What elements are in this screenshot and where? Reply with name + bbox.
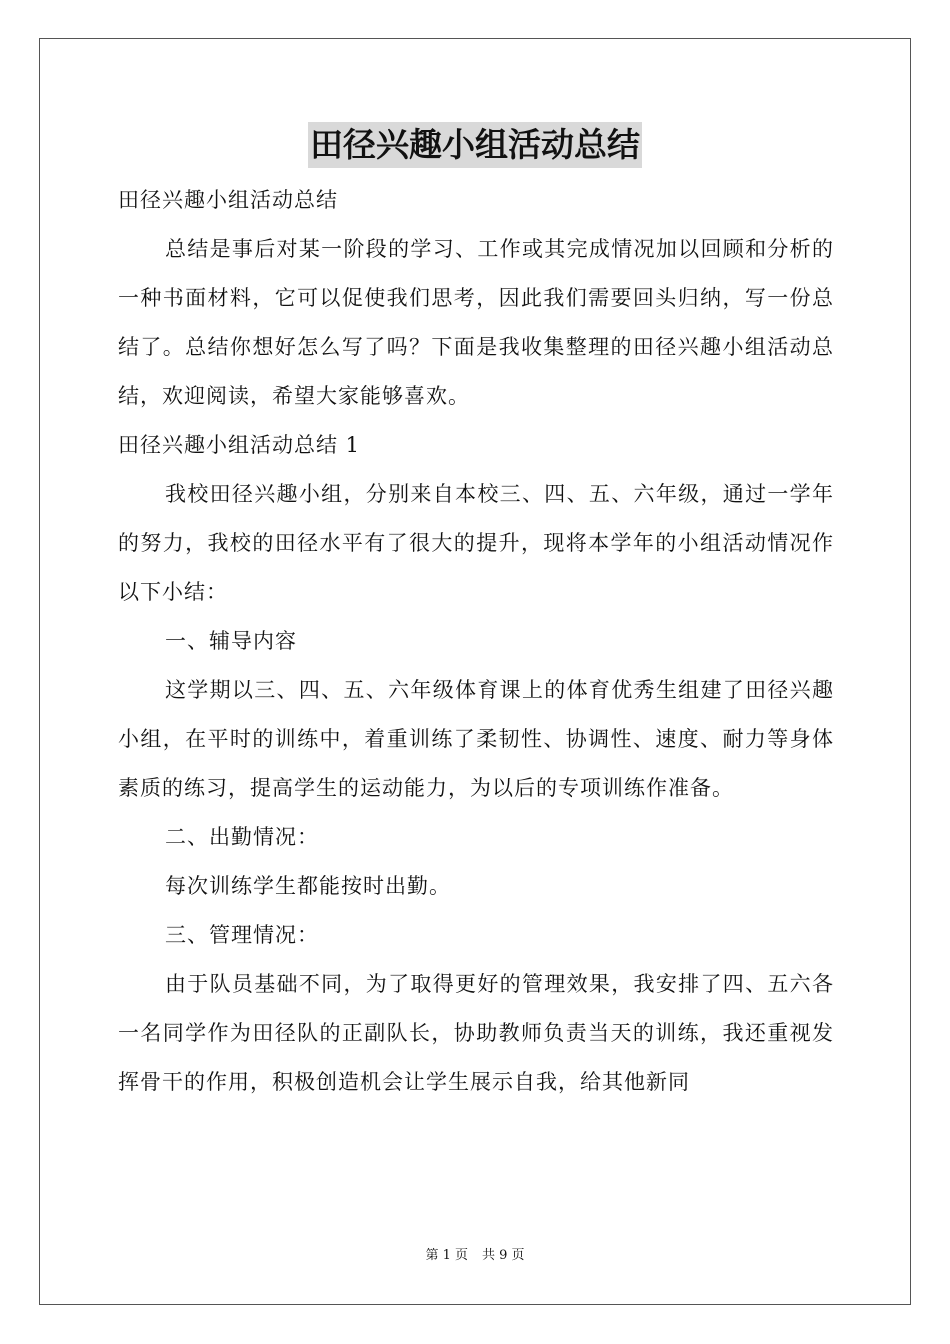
document-body [118,176,834,1107]
paragraph-1: 我校田径兴趣小组，分别来自本校三、四、五、六年级，通过一学年的努力，我校的田径水平有了很大的提升，现将本学年的小组活动情况作以下小结： [118,482,834,604]
paragraph-2: 这学期以三、四、五、六年级体育课上的体育优秀生组建了田径兴趣小组，在平时的训练中，着重训练了柔韧性、协调性、速度、耐力等身体素质的练习，提高学生的运动能力，为以后的专项训练作准备。 [118,678,834,800]
section-heading: 田径兴趣小组活动总结 1 [118,433,361,457]
intro-paragraph: 总结是事后对某一阶段的学习、工作或其完成情况加以回顾和分析的一种书面材料，它可以促使我们思考，因此我们需要回头归纳，写一份总结了。总结你想好怎么写了吗？下面是我收集整理的田径兴趣小组活动总结，欢迎阅读，希望大家能够喜欢。 [118,237,834,408]
page-footer [0,1246,950,1266]
title-container [0,122,950,168]
heading-management: 三、管理情况： [165,923,319,947]
heading-attendance: 二、出勤情况： [165,825,319,849]
document-title: 田径兴趣小组活动总结 [308,122,642,168]
document-subtitle: 田径兴趣小组活动总结 [118,188,338,212]
heading-guidance-content: 一、辅导内容 [165,629,297,653]
page-number-current: 第 1 页 [425,1248,468,1263]
paragraph-4: 由于队员基础不同，为了取得更好的管理效果，我安排了四、五六各一名同学作为田径队的正副队长，协助教师负责当天的训练，我还重视发挥骨干的作用，积极创造机会让学生展示自我，给其他新同 [118,972,834,1094]
page-number-total: 共 9 页 [482,1248,525,1263]
paragraph-3: 每次训练学生都能按时出勤。 [165,874,451,898]
